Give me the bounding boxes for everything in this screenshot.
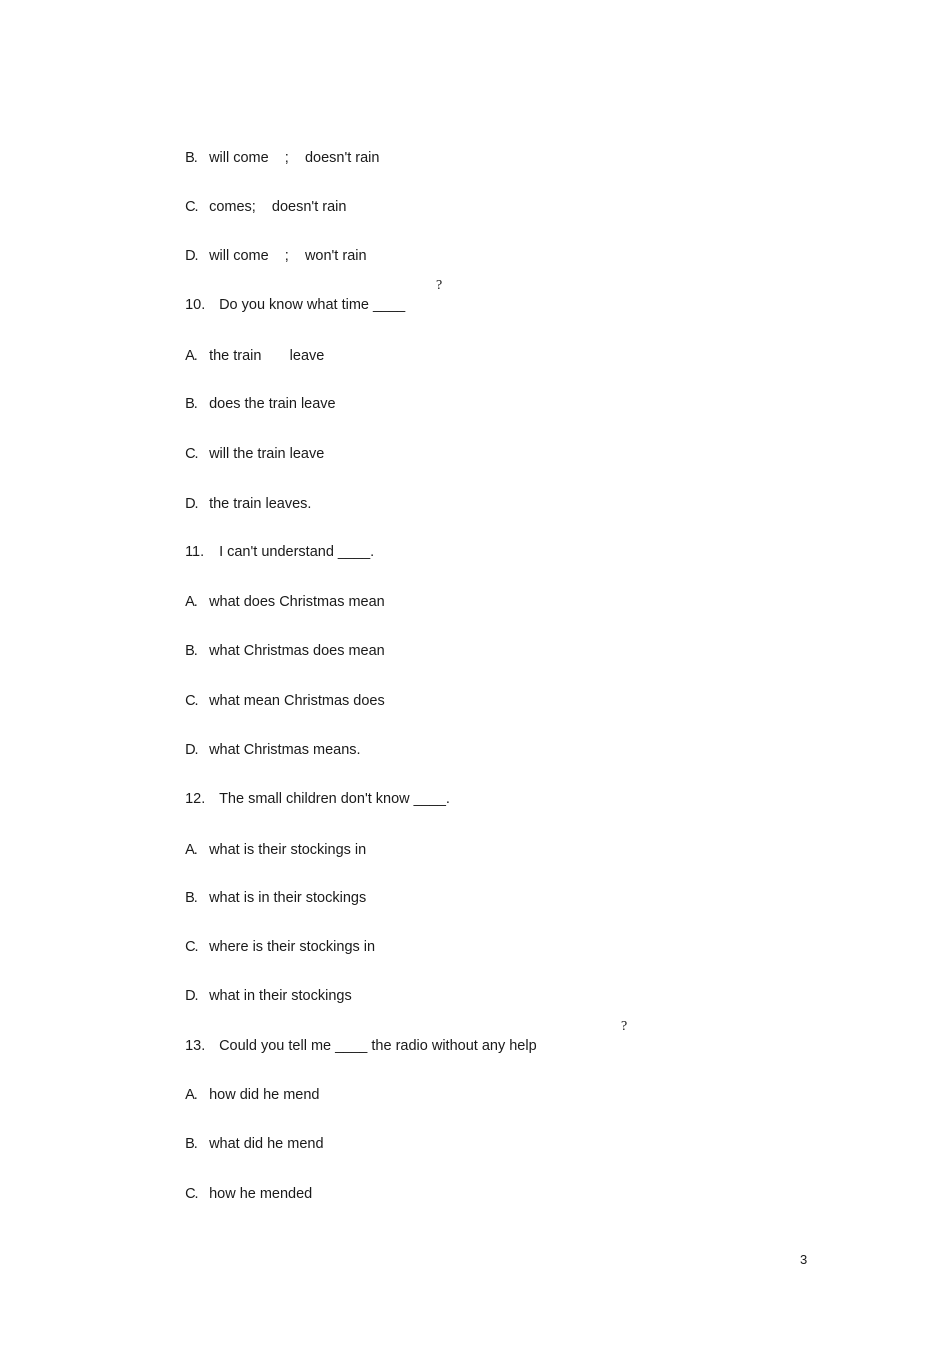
- option-line: [177, 377, 336, 413]
- option-line: [177, 871, 366, 907]
- option-text: what Christmas does mean: [209, 643, 385, 659]
- option-letter: A.: [185, 594, 197, 610]
- option-line: [177, 427, 324, 463]
- option-text: what is their stockings in: [209, 842, 367, 858]
- option-line: [177, 1167, 312, 1203]
- option-letter: B.: [185, 396, 197, 412]
- question-number: 11.: [185, 544, 205, 560]
- option-text: what is in their stockings: [209, 890, 367, 906]
- option-line: [177, 674, 385, 710]
- option-text: the train leave: [209, 348, 325, 364]
- option-line: [177, 723, 361, 759]
- option-letter: B.: [185, 150, 197, 166]
- question-line: [177, 1019, 537, 1055]
- question-mark: ?: [621, 1019, 628, 1034]
- page-number: 3: [800, 1252, 808, 1267]
- option-text: what did he mend: [209, 1136, 324, 1152]
- question-mark: ?: [436, 278, 443, 293]
- question-number: 13.: [185, 1038, 206, 1054]
- question-line: [177, 278, 405, 314]
- option-text: where is their stockings in: [209, 939, 376, 955]
- option-line: [177, 624, 385, 660]
- option-letter: C.: [185, 693, 198, 709]
- question-number: 12.: [185, 791, 206, 807]
- option-line: [177, 969, 352, 1005]
- option-text: how did he mend: [209, 1087, 320, 1103]
- option-letter: A.: [185, 1087, 197, 1103]
- option-line: [177, 1068, 320, 1104]
- option-text: will come ; doesn't rain: [209, 150, 380, 166]
- question-text: The small children don't know ____.: [219, 791, 450, 807]
- option-line: [177, 329, 324, 365]
- option-text: comes; doesn't rain: [209, 199, 347, 215]
- option-letter: C.: [185, 939, 198, 955]
- option-line: [177, 920, 375, 956]
- option-letter: B.: [185, 890, 197, 906]
- question-text: I can't understand ____.: [219, 544, 375, 560]
- option-line: [177, 229, 367, 265]
- option-text: will come ; won't rain: [209, 248, 367, 264]
- option-letter: A.: [185, 348, 197, 364]
- option-text: how he mended: [209, 1186, 313, 1202]
- option-text: does the train leave: [209, 396, 336, 412]
- option-text: the train leaves.: [209, 496, 312, 512]
- option-line: [177, 1117, 324, 1153]
- option-letter: D.: [185, 248, 198, 264]
- option-letter: B.: [185, 1136, 197, 1152]
- question-text: Could you tell me ____ the radio without any help: [219, 1038, 537, 1054]
- question-line: [177, 525, 374, 561]
- option-line: [177, 823, 366, 859]
- option-letter: C.: [185, 199, 198, 215]
- option-line: [177, 180, 346, 216]
- option-letter: B.: [185, 643, 197, 659]
- question-text: Do you know what time ____: [219, 297, 406, 313]
- option-letter: C.: [185, 1186, 198, 1202]
- option-line: [177, 575, 385, 611]
- option-text: what Christmas means.: [209, 742, 361, 758]
- option-letter: D.: [185, 988, 198, 1004]
- option-letter: C.: [185, 446, 198, 462]
- option-text: will the train leave: [209, 446, 325, 462]
- option-line: [177, 477, 311, 513]
- option-letter: D.: [185, 496, 198, 512]
- option-letter: A.: [185, 842, 197, 858]
- option-line: [177, 131, 379, 167]
- option-text: what mean Christmas does: [209, 693, 385, 709]
- option-text: what does Christmas mean: [209, 594, 385, 610]
- question-number: 10.: [185, 297, 206, 313]
- option-letter: D.: [185, 742, 198, 758]
- question-line: [177, 772, 450, 808]
- option-text: what in their stockings: [209, 988, 352, 1004]
